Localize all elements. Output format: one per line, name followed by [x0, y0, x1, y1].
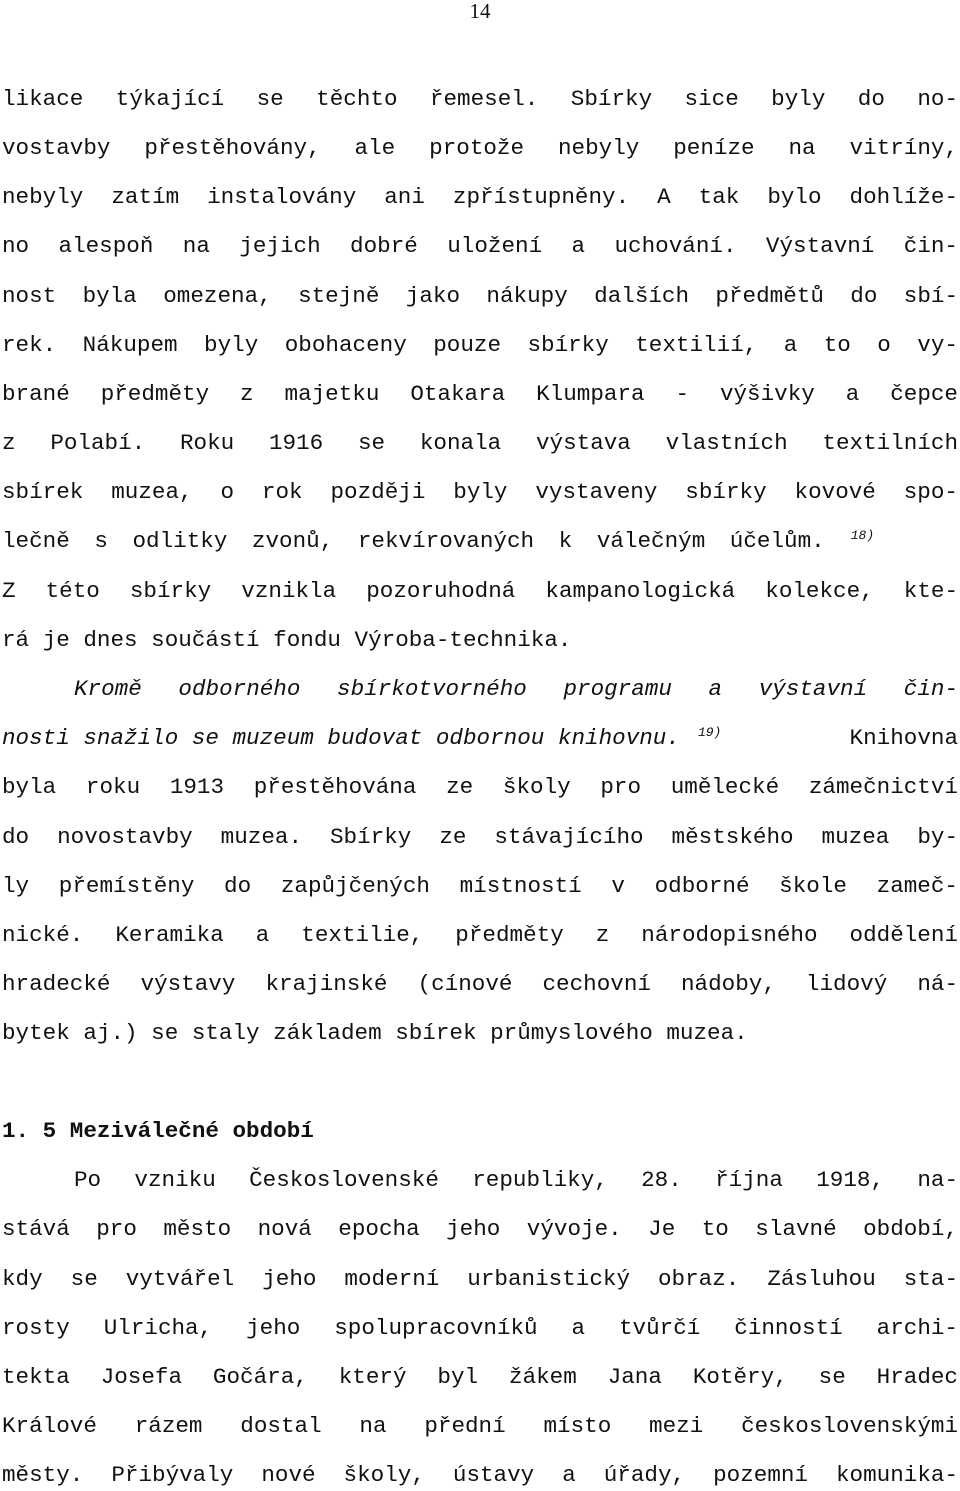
text-line: byla roku 1913 přestěhována ze školy pro umělecké zámečnictví: [2, 774, 958, 800]
text-line: likace týkající se těchto řemesel. Sbírky sice byly do no-: [2, 86, 958, 112]
text-line: nost byla omezena, stejně jako nákupy dalších předmětů do sbí-: [2, 283, 958, 309]
text-line: z Polabí. Roku 1916 se konala výstava vlastních textilních: [2, 430, 958, 456]
text-line-main: [2, 723, 725, 756]
text-line: ly přemístěny do zapůjčených místností v odborné škole zameč-: [2, 873, 958, 899]
page-number: 14: [469, 0, 491, 23]
text-line: rek. Nákupem byly obohaceny pouze sbírky textilií, a to o vy-: [2, 332, 958, 358]
text-line: no alespoň na jejich dobré uložení a uchování. Výstavní čin-: [2, 233, 958, 259]
text-line: nické. Keramika a textilie, předměty z národopisného oddělení: [2, 922, 958, 948]
text-line: kdy se vytvářel jeho moderní urbanistický obraz. Zásluhou sta-: [2, 1266, 958, 1292]
text-line: Králové rázem dostal na přední místo mezi československými: [2, 1413, 958, 1439]
text-line-italic: nosti snažilo se muzeum budovat odbornou knihovnu.: [2, 725, 680, 751]
text-line: rá je dnes součástí fondu Výroba-technika.: [2, 627, 572, 653]
text-line: sbírek muzea, o rok později byly vystaveny sbírky kovové spo-: [2, 479, 958, 505]
text-line: do novostavby muzea. Sbírky ze stávajícího městského muzea by-: [2, 824, 958, 850]
footnote-ref-19: 19): [697, 725, 722, 740]
text-line: bytek aj.) se staly základem sbírek průmyslového muzea.: [2, 1020, 748, 1046]
text-line: tekta Josefa Gočára, který byl žákem Jana Kotěry, se Hradec: [2, 1364, 958, 1390]
text-line: Po vzniku Československé republiky, 28. října 1918, na-: [74, 1167, 958, 1193]
text-line: Z této sbírky vznikla pozoruhodná kampanologická kolekce, kte-: [2, 578, 958, 604]
text-line: nebyly zatím instalovány ani zpřístupněny. A tak bylo dohlíže-: [2, 184, 958, 210]
text-line: brané předměty z majetku Otakara Klumpara - výšivky a čepce: [2, 381, 958, 407]
text-line: vostavby přestěhovány, ale protože nebyly peníze na vitríny,: [2, 135, 958, 161]
text-line-italic: Kromě odborného sbírkotvorného programu a výstavní čin-: [74, 676, 958, 702]
text-line: stává pro město nová epocha jeho vývoje. Je to slavné období,: [2, 1216, 958, 1242]
text-line: [2, 723, 958, 753]
text-line-tail: Knihovna: [849, 725, 958, 751]
footnote-ref-18: 18): [850, 528, 875, 543]
text-line: hradecké výstavy krajinské (cínové cechovní nádoby, lidový ná-: [2, 971, 958, 997]
text-line: městy. Přibývaly nové školy, ústavy a úřady, pozemní komunika-: [2, 1462, 958, 1488]
section-heading: 1. 5 Meziválečné období: [2, 1118, 314, 1144]
text-line: rosty Ulricha, jeho spolupracovníků a tvůrčí činností archi-: [2, 1315, 958, 1341]
text-line: [2, 526, 958, 556]
text-line-main: lečně s odlitky zvonů, rekvírovaných k válečným účelům.: [2, 528, 825, 554]
